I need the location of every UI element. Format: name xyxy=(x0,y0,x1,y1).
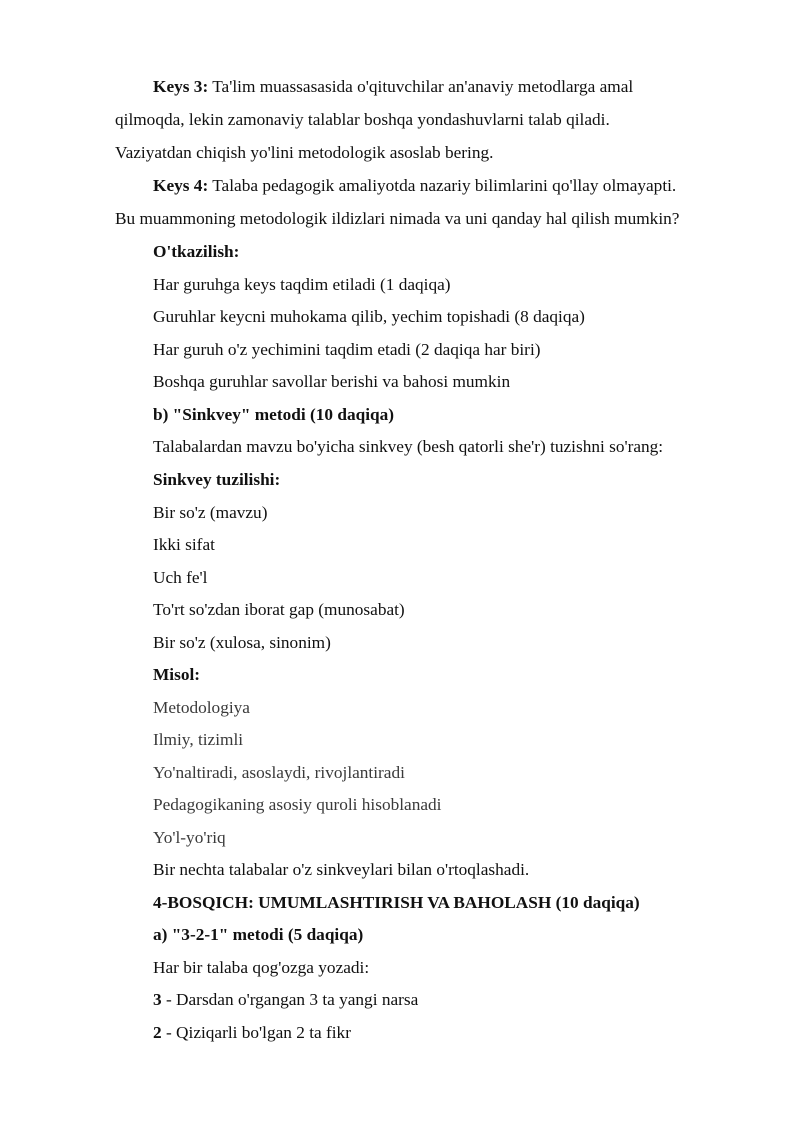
sinkvey-example-line: Metodologiya xyxy=(153,698,250,717)
otkazilish-step: Har guruh o'z yechimini taqdim etadi (2 daqiqa har biri) xyxy=(153,340,541,359)
sinkvey-structure-item: Bir so'z (xulosa, sinonim) xyxy=(153,633,331,652)
sinkvey-intro: Talabalardan mavzu bo'yicha sinkvey (besh qatorli she'r) tuzishni so'rang: xyxy=(153,437,664,456)
keys4-line-1 xyxy=(153,175,676,197)
keys3-line-1 xyxy=(153,76,633,98)
sinkvey-example-heading: Misol: xyxy=(153,665,201,684)
sinkvey-structure-item: To'rt so'zdan iborat gap (munosabat) xyxy=(153,600,405,619)
sinkvey-heading: b) "Sinkvey" metodi (10 daqiqa) xyxy=(153,405,395,424)
keys4-label: Keys 4: xyxy=(153,176,209,195)
stage4-item xyxy=(153,1022,351,1044)
keys3-label: Keys 3: xyxy=(153,77,209,96)
sinkvey-example-line: Yo'naltiradi, asoslaydi, rivojlantiradi xyxy=(153,763,405,782)
stage4-item xyxy=(153,989,418,1011)
stage4-item-text: - Qiziqarli bo'lgan 2 ta fikr xyxy=(161,1023,351,1042)
keys4-text-1: Talaba pedagogik amaliyotda nazariy bilimlarini qo'llay olmayapti. xyxy=(208,176,677,195)
otkazilish-step: Har guruhga keys taqdim etiladi (1 daqiqa) xyxy=(153,275,451,294)
stage4-item-number: 3 xyxy=(153,990,162,1009)
stage4-item-number: 2 xyxy=(153,1023,162,1042)
sinkvey-example-line: Pedagogikaning asosiy quroli hisoblanadi xyxy=(153,795,442,814)
otkazilish-step: Boshqa guruhlar savollar berishi va bahosi mumkin xyxy=(153,372,511,391)
stage4-intro: Har bir talaba qog'ozga yozadi: xyxy=(153,958,370,977)
sinkvey-example-line: Ilmiy, tizimli xyxy=(153,730,244,749)
stage4-method-heading: a) "3-2-1" metodi (5 daqiqa) xyxy=(153,925,364,944)
keys4-line-2: Bu muammoning metodologik ildizlari nimada va uni qanday hal qilish mumkin? xyxy=(115,209,680,228)
stage4-heading: 4-BOSQICH: UMUMLASHTIRISH VA BAHOLASH (10 daqiqa) xyxy=(153,893,640,912)
keys3-text-1: Ta'lim muassasasida o'qituvchilar an'anaviy metodlarga amal xyxy=(208,77,634,96)
sinkvey-structure-heading: Sinkvey tuzilishi: xyxy=(153,470,281,489)
sinkvey-structure-item: Uch fe'l xyxy=(153,568,208,587)
sinkvey-closing: Bir nechta talabalar o'z sinkveylari bilan o'rtoqlashadi. xyxy=(153,860,530,879)
sinkvey-structure-item: Ikki sifat xyxy=(153,535,215,554)
sinkvey-structure-item: Bir so'z (mavzu) xyxy=(153,503,268,522)
sinkvey-example-line: Yo'l-yo'riq xyxy=(153,828,226,847)
stage4-item-text: - Darsdan o'rgangan 3 ta yangi narsa xyxy=(161,990,419,1009)
otkazilish-heading: O'tkazilish: xyxy=(153,242,240,261)
keys3-line-2: qilmoqda, lekin zamonaviy talablar boshqa yondashuvlarni talab qiladi. xyxy=(115,110,610,129)
otkazilish-step: Guruhlar keycni muhokama qilib, yechim topishadi (8 daqiqa) xyxy=(153,307,585,326)
keys3-line-3: Vaziyatdan chiqish yo'lini metodologik asoslab bering. xyxy=(115,143,494,162)
